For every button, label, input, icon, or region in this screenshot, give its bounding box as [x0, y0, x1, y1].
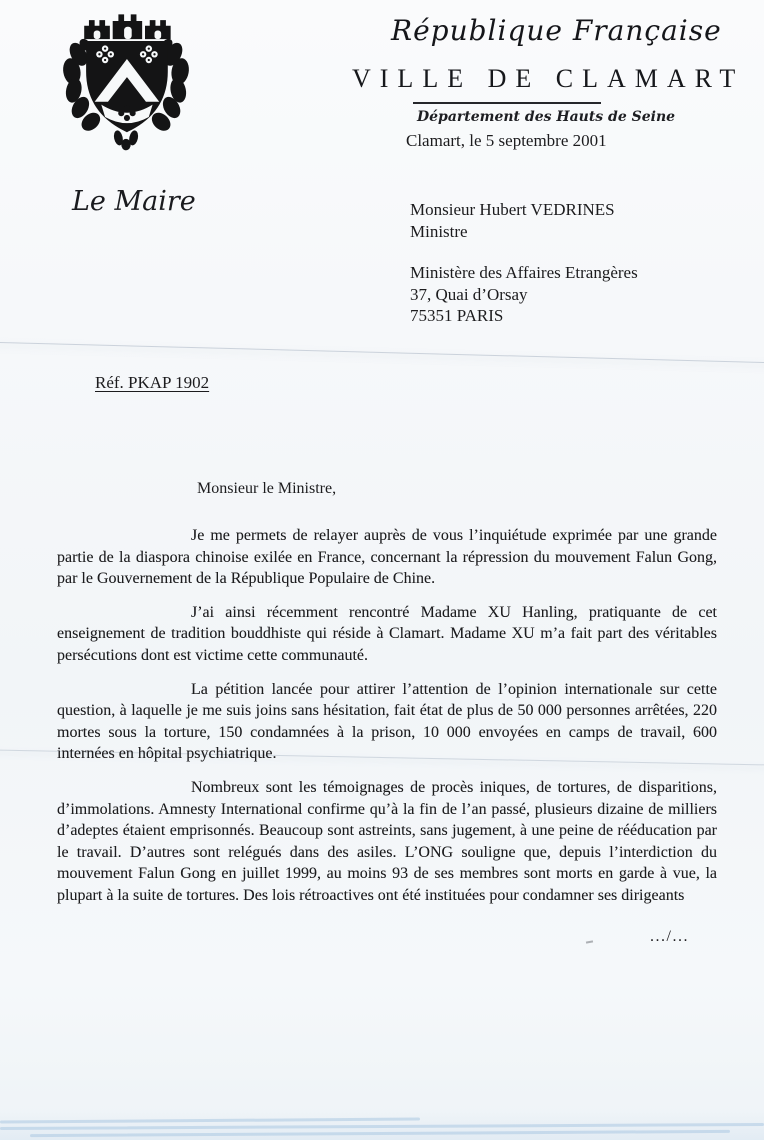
recipient-address-block [410, 199, 638, 327]
sender-title: Le Maire [72, 186, 196, 217]
body-paragraph: J’ai ainsi récemment rencontré Madame XU Hanling, pratiquante de cet enseignement de tradition bouddhiste qui réside à Clamart. Madame XU m’a fait part des véritables persécutions dont est victime cette communauté. [57, 603, 717, 664]
clamart-coat-of-arms-icon [50, 6, 202, 152]
continuation-mark: .../... [650, 928, 689, 945]
title-underline [413, 102, 601, 104]
scan-streak-line [30, 1130, 730, 1137]
date-line: Clamart, le 5 septembre 2001 [406, 131, 607, 150]
republic-title: République Française [391, 14, 722, 47]
recipient-city: 75351 PARIS [410, 306, 504, 325]
reference-number: Réf. PKAP 1902 [95, 373, 210, 392]
recipient-street: 37, Quai d’Orsay [410, 284, 528, 304]
scan-edge-streaks [0, 1112, 764, 1140]
recipient-organization: Ministère des Affaires Etrangères [410, 263, 638, 282]
scan-streak-line [0, 1118, 420, 1124]
body-paragraph: La pétition lancée pour attirer l’attention de l’opinion internationale sur cette question, à laquelle je me suis joins sans hésitation, fait état de plus de 50 000 personnes arrêtées, 220 mortes sous la torture, 150 condamnées à la prison, 10 000 envoyées en camps de travail, 600 internées en hôpital psychiatrique. [57, 680, 717, 763]
scan-streak-line [0, 1123, 764, 1130]
body-paragraph: Nombreux sont les témoignages de procès iniques, de tortures, de disparitions, d’immolations. Amnesty International confirme qu’à la fin de l’an passé, plusieurs dizaine de milliers d’adeptes étaient emprisonnés. Beaucoup sont astreints, sans jugement, à une peine de rééducation par le travail. D’autres sont relégués dans des asiles. L’ONG souligne que, depuis l’interdiction du mouvement Falun Gong en juillet 1999, au moins 93 de ses membres sont morts en garde à vue, la plupart à la suite de tortures. Des lois rétroactives ont été instituées pour condamner ses dirigeants [57, 778, 717, 904]
body-paragraph: Je me permets de relayer auprès de vous l’inquiétude exprimée par une grande partie de la diaspora chinoise exilée en France, concernant la répression du mouvement Falun Gong, par le Gouvernement de la République Populaire de Chine. [57, 527, 717, 588]
recipient-name: Monsieur Hubert VEDRINES [410, 200, 615, 219]
scan-artifact-dash [586, 940, 593, 943]
letter-body [57, 525, 717, 919]
paper-fold-crease-top [0, 341, 764, 364]
city-title: VILLE DE CLAMART [352, 64, 745, 93]
department-subtitle: Département des Hauts de Seine [417, 109, 676, 125]
recipient-role: Ministre [410, 221, 468, 241]
salutation: Monsieur le Ministre, [197, 480, 337, 497]
